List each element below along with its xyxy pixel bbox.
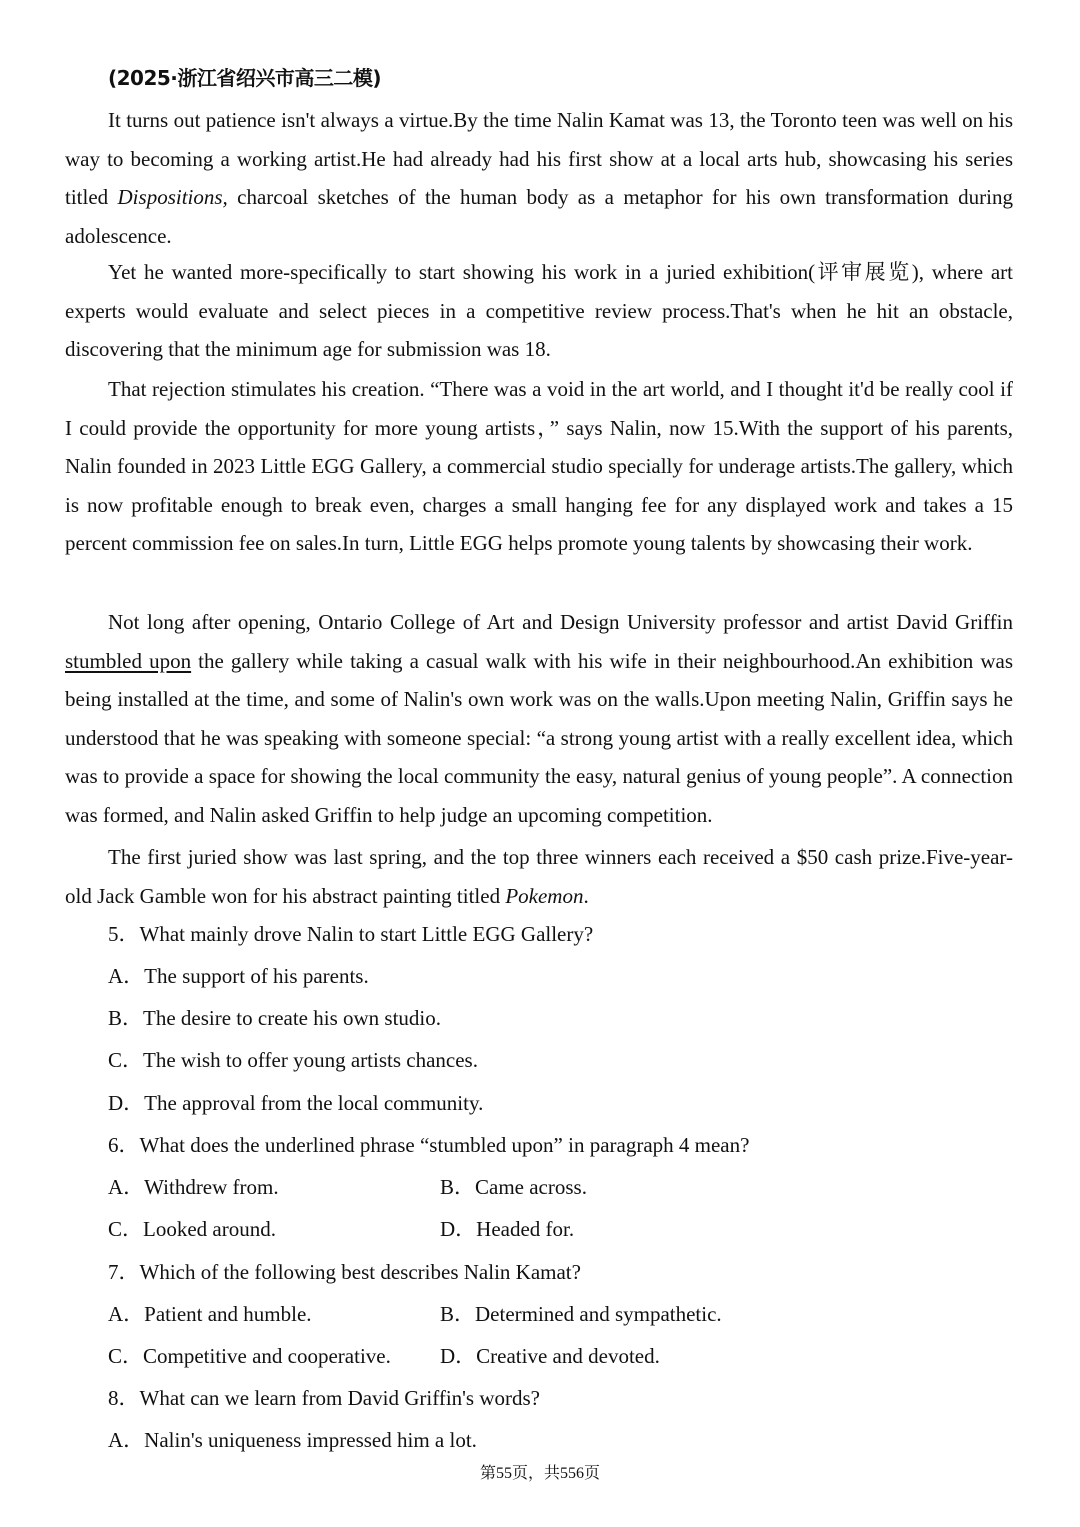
question-8-option-a: A．Nalin's uniqueness impressed him a lot. <box>108 1428 477 1452</box>
paragraph-4: Not long after opening, Ontario College of Art and Design University professor and artist David Griffin stumbled upon the gallery while taking a casual walk with his wife in their neighbourhood.An exhibition was being installed at the time, and some of Nalin's own work was on the walls.Upon meeting Nalin, Griffin says he understood that he was speaking with someone special: “a strong young artist with a really excellent idea, which was to provide a space for showing the local community the easy, natural genius of young people”. A connection was formed, and Nalin asked Griffin to help judge an upcoming competition. <box>65 610 1013 827</box>
paragraph-1: It turns out patience isn't always a virtue.By the time Nalin Kamat was 13, the Toronto teen was well on his way to becoming a working artist.He had already had his first show at a local arts hub, showcasing his series titled Dispositions, charcoal sketches of the human body as a metaphor for his own transformation during adolescence. <box>65 108 1013 248</box>
question-6-option-c: C．Looked around. <box>108 1217 276 1241</box>
paragraph-5: The first juried show was last spring, and the top three winners each received a $50 cash prize.Five-year-old Jack Gamble won for his abstract painting titled Pokemon. <box>65 845 1013 908</box>
question-5-option-a: A．The support of his parents. <box>108 964 369 988</box>
source-label: (2025·浙江省绍兴市高三二模) <box>108 66 382 90</box>
question-5-stem: 5．What mainly drove Nalin to start Little EGG Gallery? <box>108 922 594 946</box>
question-7-option-a: A．Patient and humble. <box>108 1302 312 1326</box>
question-7-option-d: D．Creative and devoted. <box>440 1344 660 1368</box>
underlined-phrase: stumbled upon <box>65 648 192 673</box>
paragraph-2: Yet he wanted more-specifically to start showing his work in a juried exhibition(评审展览), where art experts would evaluate and select pieces in a competitive review process.That's when he hit an obstacle, discovering that the minimum age for submission was 18. <box>65 260 1013 361</box>
painting-title: Pokemon <box>505 883 584 908</box>
question-6-option-b: B．Came across. <box>440 1175 587 1199</box>
question-7-option-b: B．Determined and sympathetic. <box>440 1302 722 1326</box>
question-7-stem: 7．Which of the following best describes Nalin Kamat? <box>108 1260 581 1284</box>
page-number: 第55页，共556页 <box>479 1465 600 1482</box>
question-5-option-d: D．The approval from the local community. <box>108 1091 484 1115</box>
question-5-option-b: B．The desire to create his own studio. <box>108 1006 442 1030</box>
question-6-option-d: D．Headed for. <box>440 1217 575 1241</box>
question-6-stem: 6．What does the underlined phrase “stumbled upon” in paragraph 4 mean? <box>108 1133 750 1157</box>
paragraph-3: That rejection stimulates his creation. “There was a void in the art world, and I thought it'd be really cool if I could provide the opportunity for more young artists，” says Nalin, now 15.With the support of his parents, Nalin founded in 2023 Little EGG Gallery, a commercial studio specially for underage artists.The gallery, which is now profitable enough to break even, charges a small hanging fee for any displayed work and takes a 15 percent commission fee on sales.In turn, Little EGG helps promote young talents by showcasing their work. <box>65 377 1013 555</box>
question-7-option-c: C．Competitive and cooperative. <box>108 1344 391 1368</box>
question-5-option-c: C．The wish to offer young artists chances. <box>108 1048 478 1072</box>
question-8-stem: 8．What can we learn from David Griffin's words? <box>108 1386 541 1410</box>
artwork-title: Dispositions, <box>117 185 228 209</box>
question-6-option-a: A．Withdrew from. <box>108 1175 279 1199</box>
